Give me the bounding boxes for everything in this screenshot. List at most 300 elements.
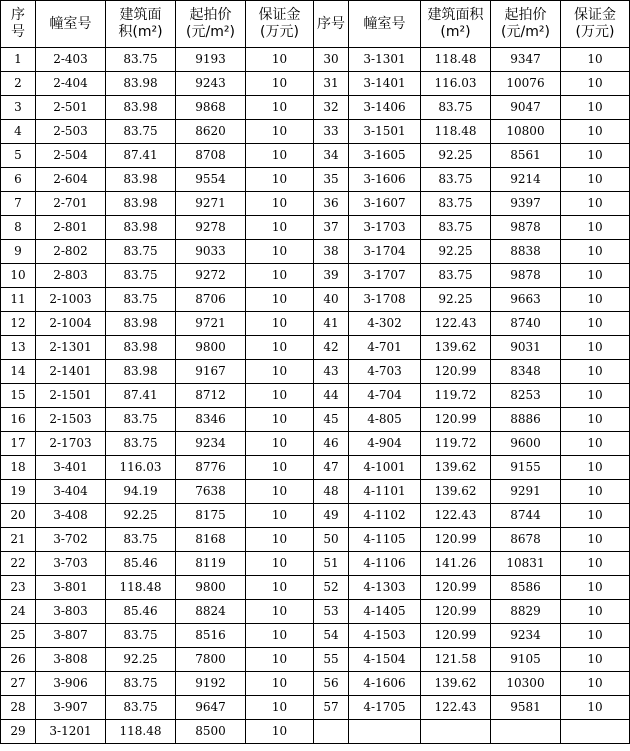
left-unit-cell: 3-807 bbox=[36, 624, 106, 648]
right-area-cell: 121.58 bbox=[421, 648, 491, 672]
right-area-cell: 118.48 bbox=[421, 120, 491, 144]
right-unit-cell: 4-805 bbox=[349, 408, 421, 432]
left-area-cell: 83.98 bbox=[106, 312, 176, 336]
table-row bbox=[1, 288, 630, 312]
left-unit-cell: 2-501 bbox=[36, 96, 106, 120]
left-unit-cell: 3-702 bbox=[36, 528, 106, 552]
right-price-cell: 10300 bbox=[491, 672, 561, 696]
right-price-cell bbox=[491, 720, 561, 744]
left-price-cell: 8168 bbox=[176, 528, 246, 552]
left-unit-cell: 3-907 bbox=[36, 696, 106, 720]
table-row bbox=[1, 168, 630, 192]
table-row bbox=[1, 504, 630, 528]
left-seq-cell: 27 bbox=[1, 672, 36, 696]
table-row bbox=[1, 72, 630, 96]
left-unit-cell: 2-1301 bbox=[36, 336, 106, 360]
left-seq-cell: 17 bbox=[1, 432, 36, 456]
right-unit-cell: 4-703 bbox=[349, 360, 421, 384]
right-unit-cell: 4-1101 bbox=[349, 480, 421, 504]
right-unit-cell: 4-701 bbox=[349, 336, 421, 360]
left-price-cell: 8500 bbox=[176, 720, 246, 744]
left-deposit-cell: 10 bbox=[246, 456, 314, 480]
right-unit-cell: 4-1606 bbox=[349, 672, 421, 696]
left-price-cell: 9721 bbox=[176, 312, 246, 336]
right-deposit-cell: 10 bbox=[561, 432, 630, 456]
left-seq-cell: 28 bbox=[1, 696, 36, 720]
left-area-cell: 83.98 bbox=[106, 96, 176, 120]
right-area-cell: 83.75 bbox=[421, 96, 491, 120]
left-seq-cell: 10 bbox=[1, 264, 36, 288]
left-area-cell: 85.46 bbox=[106, 600, 176, 624]
left-seq-cell: 23 bbox=[1, 576, 36, 600]
right-area-cell: 122.43 bbox=[421, 696, 491, 720]
right-price-cell: 8744 bbox=[491, 504, 561, 528]
right-area-cell: 92.25 bbox=[421, 240, 491, 264]
right-seq-cell: 45 bbox=[314, 408, 349, 432]
right-area-cell: 120.99 bbox=[421, 360, 491, 384]
left-deposit-cell: 10 bbox=[246, 576, 314, 600]
right-seq-cell: 33 bbox=[314, 120, 349, 144]
left-unit-cell: 3-1201 bbox=[36, 720, 106, 744]
right-area-cell: 139.62 bbox=[421, 456, 491, 480]
left-seq-cell: 20 bbox=[1, 504, 36, 528]
left-deposit-cell: 10 bbox=[246, 120, 314, 144]
right-seq-cell: 38 bbox=[314, 240, 349, 264]
left-price-cell: 9033 bbox=[176, 240, 246, 264]
table-row bbox=[1, 96, 630, 120]
right-area-cell: 120.99 bbox=[421, 624, 491, 648]
left-seq-cell: 22 bbox=[1, 552, 36, 576]
header-unit: 幢室号 bbox=[36, 1, 106, 48]
right-area-cell: 83.75 bbox=[421, 216, 491, 240]
header-deposit-right: 保证金 (万元) bbox=[561, 1, 630, 48]
right-price-cell: 8886 bbox=[491, 408, 561, 432]
left-price-cell: 9167 bbox=[176, 360, 246, 384]
left-seq-cell: 9 bbox=[1, 240, 36, 264]
left-seq-cell: 2 bbox=[1, 72, 36, 96]
header-row bbox=[1, 1, 630, 48]
left-price-cell: 8776 bbox=[176, 456, 246, 480]
left-price-cell: 8712 bbox=[176, 384, 246, 408]
left-area-cell: 83.75 bbox=[106, 672, 176, 696]
left-unit-cell: 2-504 bbox=[36, 144, 106, 168]
right-deposit-cell: 10 bbox=[561, 96, 630, 120]
left-unit-cell: 3-808 bbox=[36, 648, 106, 672]
right-unit-cell: 4-1106 bbox=[349, 552, 421, 576]
right-area-cell: 92.25 bbox=[421, 144, 491, 168]
left-price-cell: 9800 bbox=[176, 576, 246, 600]
left-deposit-cell: 10 bbox=[246, 288, 314, 312]
left-deposit-cell: 10 bbox=[246, 408, 314, 432]
right-price-cell: 9600 bbox=[491, 432, 561, 456]
right-seq-cell: 42 bbox=[314, 336, 349, 360]
left-price-cell: 8620 bbox=[176, 120, 246, 144]
left-unit-cell: 2-1703 bbox=[36, 432, 106, 456]
right-deposit-cell: 10 bbox=[561, 504, 630, 528]
left-seq-cell: 15 bbox=[1, 384, 36, 408]
right-deposit-cell: 10 bbox=[561, 144, 630, 168]
left-area-cell: 94.19 bbox=[106, 480, 176, 504]
right-seq-cell: 31 bbox=[314, 72, 349, 96]
table-row bbox=[1, 240, 630, 264]
left-unit-cell: 2-801 bbox=[36, 216, 106, 240]
table-row bbox=[1, 600, 630, 624]
left-unit-cell: 2-1503 bbox=[36, 408, 106, 432]
left-unit-cell: 2-803 bbox=[36, 264, 106, 288]
right-deposit-cell bbox=[561, 720, 630, 744]
left-area-cell: 83.98 bbox=[106, 168, 176, 192]
right-deposit-cell: 10 bbox=[561, 264, 630, 288]
left-price-cell: 9243 bbox=[176, 72, 246, 96]
left-unit-cell: 2-802 bbox=[36, 240, 106, 264]
right-area-cell: 139.62 bbox=[421, 672, 491, 696]
left-unit-cell: 3-408 bbox=[36, 504, 106, 528]
right-price-cell: 9347 bbox=[491, 48, 561, 72]
left-unit-cell: 3-803 bbox=[36, 600, 106, 624]
right-seq-cell: 48 bbox=[314, 480, 349, 504]
left-area-cell: 83.75 bbox=[106, 528, 176, 552]
left-price-cell: 8708 bbox=[176, 144, 246, 168]
left-deposit-cell: 10 bbox=[246, 528, 314, 552]
right-seq-cell: 43 bbox=[314, 360, 349, 384]
right-seq-cell: 55 bbox=[314, 648, 349, 672]
left-unit-cell: 2-701 bbox=[36, 192, 106, 216]
left-area-cell: 83.75 bbox=[106, 696, 176, 720]
left-area-cell: 83.98 bbox=[106, 72, 176, 96]
right-unit-cell: 3-1607 bbox=[349, 192, 421, 216]
left-area-cell: 92.25 bbox=[106, 504, 176, 528]
left-area-cell: 83.75 bbox=[106, 48, 176, 72]
table-row bbox=[1, 648, 630, 672]
left-area-cell: 83.98 bbox=[106, 336, 176, 360]
right-seq-cell: 53 bbox=[314, 600, 349, 624]
right-price-cell: 9878 bbox=[491, 264, 561, 288]
left-price-cell: 9868 bbox=[176, 96, 246, 120]
right-area-cell: 119.72 bbox=[421, 384, 491, 408]
right-unit-cell: 3-1605 bbox=[349, 144, 421, 168]
left-deposit-cell: 10 bbox=[246, 384, 314, 408]
right-unit-cell: 3-1301 bbox=[349, 48, 421, 72]
left-seq-cell: 1 bbox=[1, 48, 36, 72]
right-area-cell: 120.99 bbox=[421, 528, 491, 552]
right-deposit-cell: 10 bbox=[561, 336, 630, 360]
right-price-cell: 9031 bbox=[491, 336, 561, 360]
right-seq-cell: 39 bbox=[314, 264, 349, 288]
right-price-cell: 8829 bbox=[491, 600, 561, 624]
left-area-cell: 83.75 bbox=[106, 408, 176, 432]
left-seq-cell: 25 bbox=[1, 624, 36, 648]
right-deposit-cell: 10 bbox=[561, 48, 630, 72]
left-seq-cell: 3 bbox=[1, 96, 36, 120]
table-row bbox=[1, 360, 630, 384]
right-seq-cell: 49 bbox=[314, 504, 349, 528]
left-seq-cell: 7 bbox=[1, 192, 36, 216]
left-seq-cell: 11 bbox=[1, 288, 36, 312]
left-deposit-cell: 10 bbox=[246, 672, 314, 696]
right-unit-cell: 4-704 bbox=[349, 384, 421, 408]
right-unit-cell: 3-1703 bbox=[349, 216, 421, 240]
right-seq-cell bbox=[314, 720, 349, 744]
left-seq-cell: 5 bbox=[1, 144, 36, 168]
right-deposit-cell: 10 bbox=[561, 600, 630, 624]
right-unit-cell: 3-1606 bbox=[349, 168, 421, 192]
header-price: 起拍价 (元/m²) bbox=[176, 1, 246, 48]
right-price-cell: 8740 bbox=[491, 312, 561, 336]
right-price-cell: 10076 bbox=[491, 72, 561, 96]
left-unit-cell: 3-401 bbox=[36, 456, 106, 480]
right-price-cell: 9581 bbox=[491, 696, 561, 720]
left-area-cell: 83.98 bbox=[106, 216, 176, 240]
right-price-cell: 9878 bbox=[491, 216, 561, 240]
right-unit-cell: 4-1405 bbox=[349, 600, 421, 624]
left-deposit-cell: 10 bbox=[246, 192, 314, 216]
left-area-cell: 83.75 bbox=[106, 288, 176, 312]
right-area-cell: 83.75 bbox=[421, 168, 491, 192]
header-seq: 序 号 bbox=[1, 1, 36, 48]
left-seq-cell: 24 bbox=[1, 600, 36, 624]
right-deposit-cell: 10 bbox=[561, 312, 630, 336]
right-area-cell: 119.72 bbox=[421, 432, 491, 456]
right-price-cell: 9291 bbox=[491, 480, 561, 504]
right-deposit-cell: 10 bbox=[561, 408, 630, 432]
right-deposit-cell: 10 bbox=[561, 72, 630, 96]
left-unit-cell: 2-403 bbox=[36, 48, 106, 72]
right-area-cell: 122.43 bbox=[421, 504, 491, 528]
left-seq-cell: 12 bbox=[1, 312, 36, 336]
left-deposit-cell: 10 bbox=[246, 72, 314, 96]
left-price-cell: 9800 bbox=[176, 336, 246, 360]
left-unit-cell: 2-1501 bbox=[36, 384, 106, 408]
right-seq-cell: 32 bbox=[314, 96, 349, 120]
right-seq-cell: 44 bbox=[314, 384, 349, 408]
left-unit-cell: 3-703 bbox=[36, 552, 106, 576]
left-price-cell: 8824 bbox=[176, 600, 246, 624]
table-row bbox=[1, 480, 630, 504]
right-deposit-cell: 10 bbox=[561, 216, 630, 240]
left-area-cell: 83.75 bbox=[106, 432, 176, 456]
right-deposit-cell: 10 bbox=[561, 576, 630, 600]
left-seq-cell: 6 bbox=[1, 168, 36, 192]
table-row bbox=[1, 312, 630, 336]
right-price-cell: 10800 bbox=[491, 120, 561, 144]
left-unit-cell: 2-1004 bbox=[36, 312, 106, 336]
right-deposit-cell: 10 bbox=[561, 552, 630, 576]
table-row bbox=[1, 336, 630, 360]
left-unit-cell: 2-404 bbox=[36, 72, 106, 96]
left-area-cell: 116.03 bbox=[106, 456, 176, 480]
table-row bbox=[1, 432, 630, 456]
left-price-cell: 8346 bbox=[176, 408, 246, 432]
table-row bbox=[1, 528, 630, 552]
table-row bbox=[1, 672, 630, 696]
left-price-cell: 9554 bbox=[176, 168, 246, 192]
table-row bbox=[1, 264, 630, 288]
right-seq-cell: 56 bbox=[314, 672, 349, 696]
left-area-cell: 85.46 bbox=[106, 552, 176, 576]
left-unit-cell: 3-404 bbox=[36, 480, 106, 504]
left-unit-cell: 3-801 bbox=[36, 576, 106, 600]
right-deposit-cell: 10 bbox=[561, 480, 630, 504]
left-price-cell: 9647 bbox=[176, 696, 246, 720]
left-price-cell: 8706 bbox=[176, 288, 246, 312]
left-deposit-cell: 10 bbox=[246, 600, 314, 624]
left-deposit-cell: 10 bbox=[246, 432, 314, 456]
header-unit-right: 幢室号 bbox=[349, 1, 421, 48]
right-deposit-cell: 10 bbox=[561, 528, 630, 552]
left-deposit-cell: 10 bbox=[246, 480, 314, 504]
left-price-cell: 9278 bbox=[176, 216, 246, 240]
right-price-cell: 9047 bbox=[491, 96, 561, 120]
right-seq-cell: 34 bbox=[314, 144, 349, 168]
left-area-cell: 83.75 bbox=[106, 624, 176, 648]
left-seq-cell: 8 bbox=[1, 216, 36, 240]
left-seq-cell: 26 bbox=[1, 648, 36, 672]
right-price-cell: 9397 bbox=[491, 192, 561, 216]
right-seq-cell: 30 bbox=[314, 48, 349, 72]
table-row bbox=[1, 624, 630, 648]
right-area-cell: 122.43 bbox=[421, 312, 491, 336]
left-deposit-cell: 10 bbox=[246, 336, 314, 360]
right-price-cell: 8253 bbox=[491, 384, 561, 408]
right-area-cell: 118.48 bbox=[421, 48, 491, 72]
left-area-cell: 87.41 bbox=[106, 384, 176, 408]
table-row bbox=[1, 120, 630, 144]
left-price-cell: 9271 bbox=[176, 192, 246, 216]
right-seq-cell: 54 bbox=[314, 624, 349, 648]
table-row bbox=[1, 720, 630, 744]
right-deposit-cell: 10 bbox=[561, 624, 630, 648]
right-area-cell: 139.62 bbox=[421, 480, 491, 504]
left-deposit-cell: 10 bbox=[246, 696, 314, 720]
left-unit-cell: 2-604 bbox=[36, 168, 106, 192]
left-deposit-cell: 10 bbox=[246, 168, 314, 192]
left-seq-cell: 21 bbox=[1, 528, 36, 552]
left-unit-cell: 2-503 bbox=[36, 120, 106, 144]
table-row bbox=[1, 144, 630, 168]
right-deposit-cell: 10 bbox=[561, 648, 630, 672]
right-price-cell: 8561 bbox=[491, 144, 561, 168]
right-area-cell: 120.99 bbox=[421, 408, 491, 432]
left-deposit-cell: 10 bbox=[246, 648, 314, 672]
right-unit-cell: 3-1704 bbox=[349, 240, 421, 264]
right-unit-cell bbox=[349, 720, 421, 744]
left-area-cell: 83.98 bbox=[106, 192, 176, 216]
header-area-right: 建筑面积 (m²) bbox=[421, 1, 491, 48]
right-seq-cell: 46 bbox=[314, 432, 349, 456]
left-deposit-cell: 10 bbox=[246, 240, 314, 264]
right-price-cell: 8678 bbox=[491, 528, 561, 552]
left-area-cell: 118.48 bbox=[106, 576, 176, 600]
left-seq-cell: 29 bbox=[1, 720, 36, 744]
left-area-cell: 83.75 bbox=[106, 240, 176, 264]
right-unit-cell: 3-1501 bbox=[349, 120, 421, 144]
right-deposit-cell: 10 bbox=[561, 360, 630, 384]
right-deposit-cell: 10 bbox=[561, 192, 630, 216]
right-unit-cell: 3-1707 bbox=[349, 264, 421, 288]
left-deposit-cell: 10 bbox=[246, 48, 314, 72]
left-price-cell: 8175 bbox=[176, 504, 246, 528]
header-deposit: 保证金 (万元) bbox=[246, 1, 314, 48]
right-seq-cell: 41 bbox=[314, 312, 349, 336]
table-row bbox=[1, 384, 630, 408]
right-deposit-cell: 10 bbox=[561, 696, 630, 720]
left-deposit-cell: 10 bbox=[246, 504, 314, 528]
right-deposit-cell: 10 bbox=[561, 240, 630, 264]
left-deposit-cell: 10 bbox=[246, 720, 314, 744]
table-row bbox=[1, 456, 630, 480]
left-deposit-cell: 10 bbox=[246, 552, 314, 576]
left-seq-cell: 14 bbox=[1, 360, 36, 384]
left-area-cell: 118.48 bbox=[106, 720, 176, 744]
right-seq-cell: 51 bbox=[314, 552, 349, 576]
right-unit-cell: 4-1503 bbox=[349, 624, 421, 648]
left-seq-cell: 16 bbox=[1, 408, 36, 432]
table-row bbox=[1, 48, 630, 72]
header-price-right: 起拍价 (元/m²) bbox=[491, 1, 561, 48]
left-deposit-cell: 10 bbox=[246, 360, 314, 384]
left-area-cell: 83.98 bbox=[106, 360, 176, 384]
right-seq-cell: 47 bbox=[314, 456, 349, 480]
left-price-cell: 9192 bbox=[176, 672, 246, 696]
left-price-cell: 8516 bbox=[176, 624, 246, 648]
left-unit-cell: 2-1401 bbox=[36, 360, 106, 384]
right-unit-cell: 4-1105 bbox=[349, 528, 421, 552]
right-price-cell: 8838 bbox=[491, 240, 561, 264]
right-price-cell: 9155 bbox=[491, 456, 561, 480]
table-row bbox=[1, 216, 630, 240]
right-unit-cell: 4-1504 bbox=[349, 648, 421, 672]
table-row bbox=[1, 576, 630, 600]
left-deposit-cell: 10 bbox=[246, 216, 314, 240]
right-price-cell: 8586 bbox=[491, 576, 561, 600]
right-seq-cell: 57 bbox=[314, 696, 349, 720]
left-price-cell: 7638 bbox=[176, 480, 246, 504]
right-area-cell bbox=[421, 720, 491, 744]
right-price-cell: 9105 bbox=[491, 648, 561, 672]
right-price-cell: 10831 bbox=[491, 552, 561, 576]
right-area-cell: 139.62 bbox=[421, 336, 491, 360]
left-deposit-cell: 10 bbox=[246, 312, 314, 336]
right-deposit-cell: 10 bbox=[561, 120, 630, 144]
right-deposit-cell: 10 bbox=[561, 456, 630, 480]
left-unit-cell: 2-1003 bbox=[36, 288, 106, 312]
right-area-cell: 92.25 bbox=[421, 288, 491, 312]
right-unit-cell: 3-1401 bbox=[349, 72, 421, 96]
right-unit-cell: 3-1708 bbox=[349, 288, 421, 312]
right-deposit-cell: 10 bbox=[561, 168, 630, 192]
right-area-cell: 83.75 bbox=[421, 192, 491, 216]
left-seq-cell: 4 bbox=[1, 120, 36, 144]
right-area-cell: 120.99 bbox=[421, 576, 491, 600]
left-deposit-cell: 10 bbox=[246, 264, 314, 288]
right-price-cell: 9234 bbox=[491, 624, 561, 648]
right-unit-cell: 4-1303 bbox=[349, 576, 421, 600]
left-deposit-cell: 10 bbox=[246, 96, 314, 120]
left-area-cell: 83.75 bbox=[106, 264, 176, 288]
right-unit-cell: 4-1102 bbox=[349, 504, 421, 528]
left-price-cell: 9193 bbox=[176, 48, 246, 72]
right-seq-cell: 40 bbox=[314, 288, 349, 312]
left-price-cell: 9234 bbox=[176, 432, 246, 456]
left-area-cell: 83.75 bbox=[106, 120, 176, 144]
header-seq-right: 序号 bbox=[314, 1, 349, 48]
right-price-cell: 9663 bbox=[491, 288, 561, 312]
left-area-cell: 92.25 bbox=[106, 648, 176, 672]
left-price-cell: 9272 bbox=[176, 264, 246, 288]
right-seq-cell: 35 bbox=[314, 168, 349, 192]
left-deposit-cell: 10 bbox=[246, 624, 314, 648]
right-unit-cell: 4-302 bbox=[349, 312, 421, 336]
